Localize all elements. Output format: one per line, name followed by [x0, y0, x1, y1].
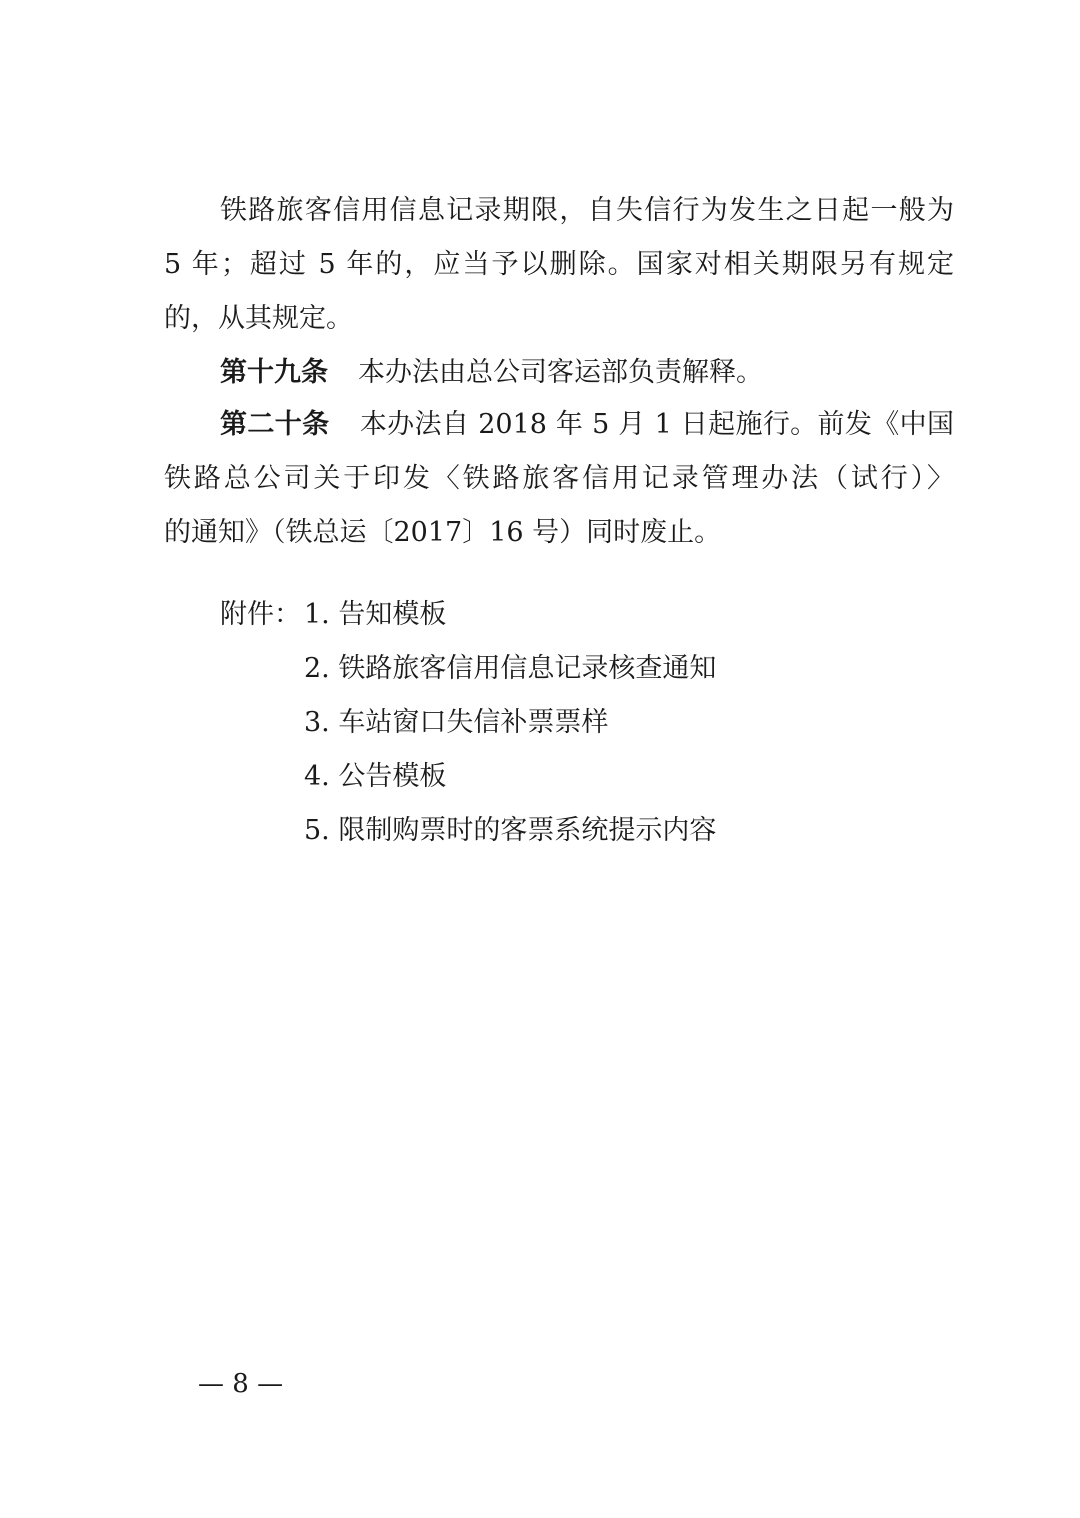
article-20-line-1 — [220, 408, 954, 442]
article-19 — [220, 356, 763, 390]
paragraph-record-period-line-1: 铁路旅客信用信息记录期限，自失信行为发生之日起一般为 — [220, 195, 954, 226]
attachments-label: 附件： — [220, 599, 301, 630]
attachment-item: 1. 告知模板 — [304, 599, 447, 630]
attachment-item: 5. 限制购票时的客票系统提示内容 — [304, 815, 717, 846]
paragraph-record-period-line-2: 5 年；超过 5 年的，应当予以删除。国家对相关期限另有规定 — [164, 249, 954, 280]
article-20-title: 第二十条 — [220, 409, 330, 440]
article-19-title: 第十九条 — [220, 357, 328, 388]
attachment-item: 2. 铁路旅客信用信息记录核查通知 — [304, 653, 717, 684]
article-20-line-3: 的通知》（铁总运〔2017〕16 号）同时废止。 — [164, 517, 722, 548]
paragraph-record-period-line-3: 的，从其规定。 — [164, 303, 353, 334]
attachment-item: 3. 车站窗口失信补票票样 — [304, 707, 609, 738]
page-number: — 8 — — [198, 1369, 284, 1399]
article-19-text: 本办法由总公司客运部负责解释。 — [358, 357, 763, 388]
article-20-line-2: 铁路总公司关于印发〈铁路旅客信用记录管理办法（试行）〉 — [164, 463, 954, 494]
attachment-item: 4. 公告模板 — [304, 761, 447, 792]
article-20-text: 本办法自 2018 年 5 月 1 日起施行。前发《中国 — [359, 409, 954, 440]
